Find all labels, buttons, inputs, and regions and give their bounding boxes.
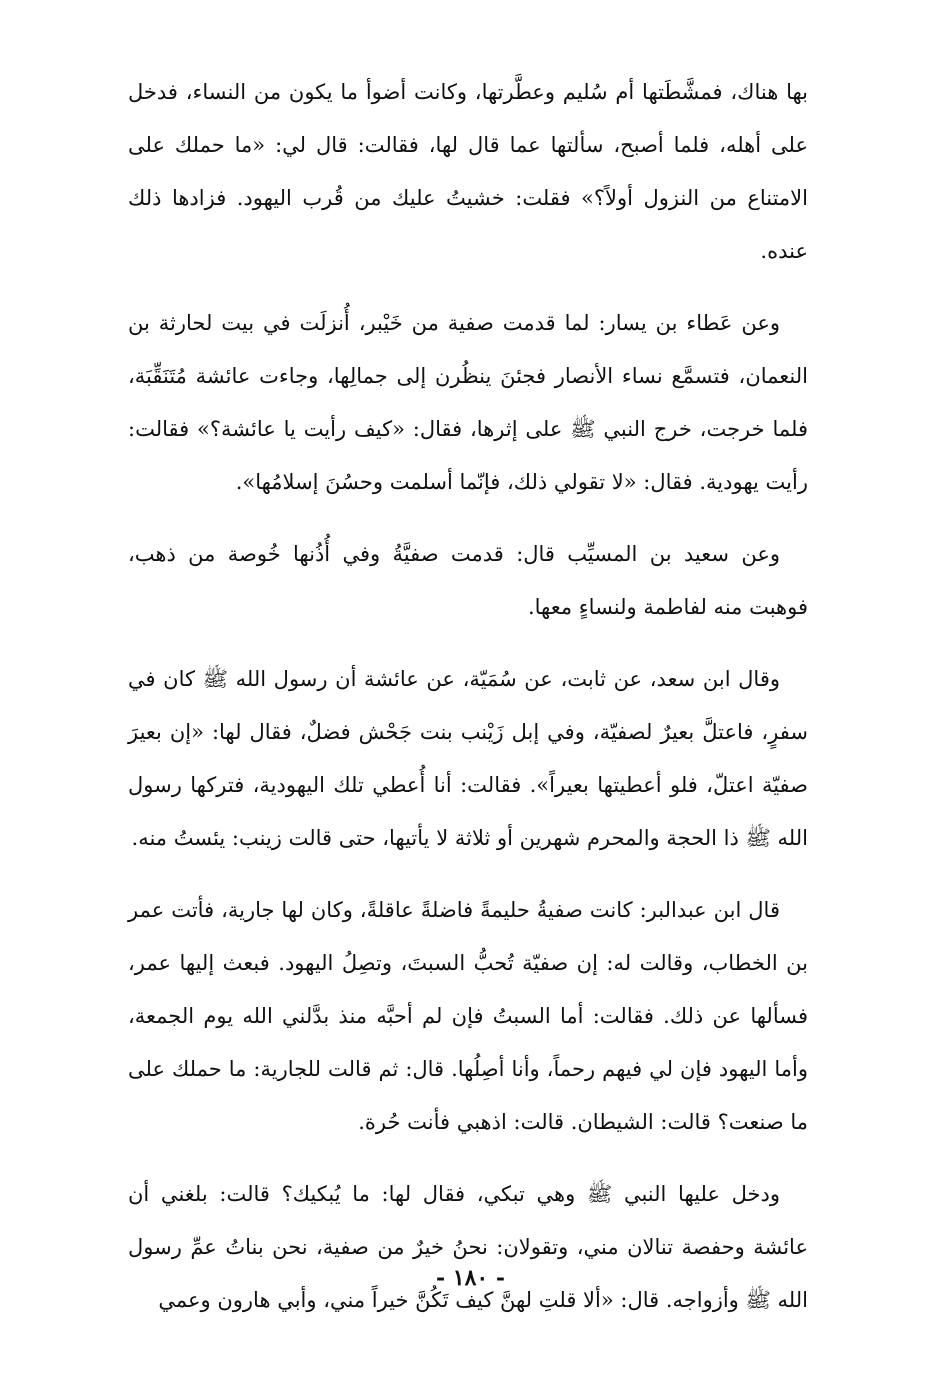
paragraph-4: وقال ابن سعد، عن ثابت، عن سُمَيّة، عن عائشة أن رسول الله ﷺ كان في سفرٍ، فاعتلَّ بعيرٌ لصفيّة، وفي إبل زَيْنب بنت جَحْش فضلٌ، فقال لها: «إن بعيرَ صفيّة اعتلّ، فلو أعطيتها بعيراً». فقالت: أنا أُعطي تلك اليهودية، فتركها رسول الله ﷺ ذا الحجة والمحرم شهرين أو ثلاثة لا يأتيها، حتى قالت زينب: يئستُ منه.: [128, 667, 808, 850]
page-number: - ١٨٠ -: [435, 1265, 506, 1291]
page-body: [128, 66, 808, 1327]
paragraph-1: بها هناك، فمشَّطَتها أم سُليم وعطَّرتها، وكانت أضوأ ما يكون من النساء، فدخل على أهله، فلما أصبح، سألتها عما قال لها، فقالت: قال لي: «ما حملك على الامتناع من النزول أولاً؟» فقلت: خشيتُ عليك من قُرب اليهود. فزادها ذلك عنده.: [128, 80, 808, 263]
paragraph-2: وعن عَطاء بن يسار: لما قدمت صفية من خَيْبر، أُنزلَت في بيت لحارثة بن النعمان، فتسمَّع نساء الأنصار فجئنَ ينظُرن إلى جمالِها، وجاءت عائشة مُتَنَقِّبَة، فلما خرجت، خرج النبي ﷺ على إثرها، فقال: «كيف رأيت يا عائشة؟» فقالت: رأيت يهودية. فقال: «لا تقولي ذلك، فإنّما أسلمت وحسُنَ إسلامُها».: [128, 311, 808, 494]
paragraph-6: ودخل عليها النبي ﷺ وهي تبكي، فقال لها: ما يُبكيك؟ قالت: بلغني أن عائشة وحفصة تنالان مني، وتقولان: نحنُ خيرٌ من صفية، نحن بناتُ عمِّ رسول الله ﷺ وأزواجه. قال: «ألا قلتِ لهنَّ كيف تَكُنَّ خيراً مني، وأبي هارون وعمي: [128, 1182, 808, 1312]
paragraph-5: قال ابن عبدالبر: كانت صفيةُ حليمةً فاضلةً عاقلةً، وكان لها جارية، فأتت عمر بن الخطاب، وقالت له: إن صفيّة تُحبُّ السبتَ، وتصِلُ اليهود. فبعث إليها عمر، فسألها عن ذلك. فقالت: أما السبتُ فإن لم أحبَّه منذ بدَّلني الله يوم الجمعة، وأما اليهود فإن لي فيهم رحماً، وأنا أصِلُها. قال: ثم قالت للجارية: ما حملك على ما صنعت؟ قالت: الشيطان. قالت: اذهبي فأنت حُرة.: [128, 898, 808, 1134]
paragraph-3: وعن سعيد بن المسيِّب قال: قدمت صفيَّةُ وفي أُذُنها خُوصة من ذهب، فوهبت منه لفاطمة ولنساءٍ معها.: [128, 542, 808, 619]
